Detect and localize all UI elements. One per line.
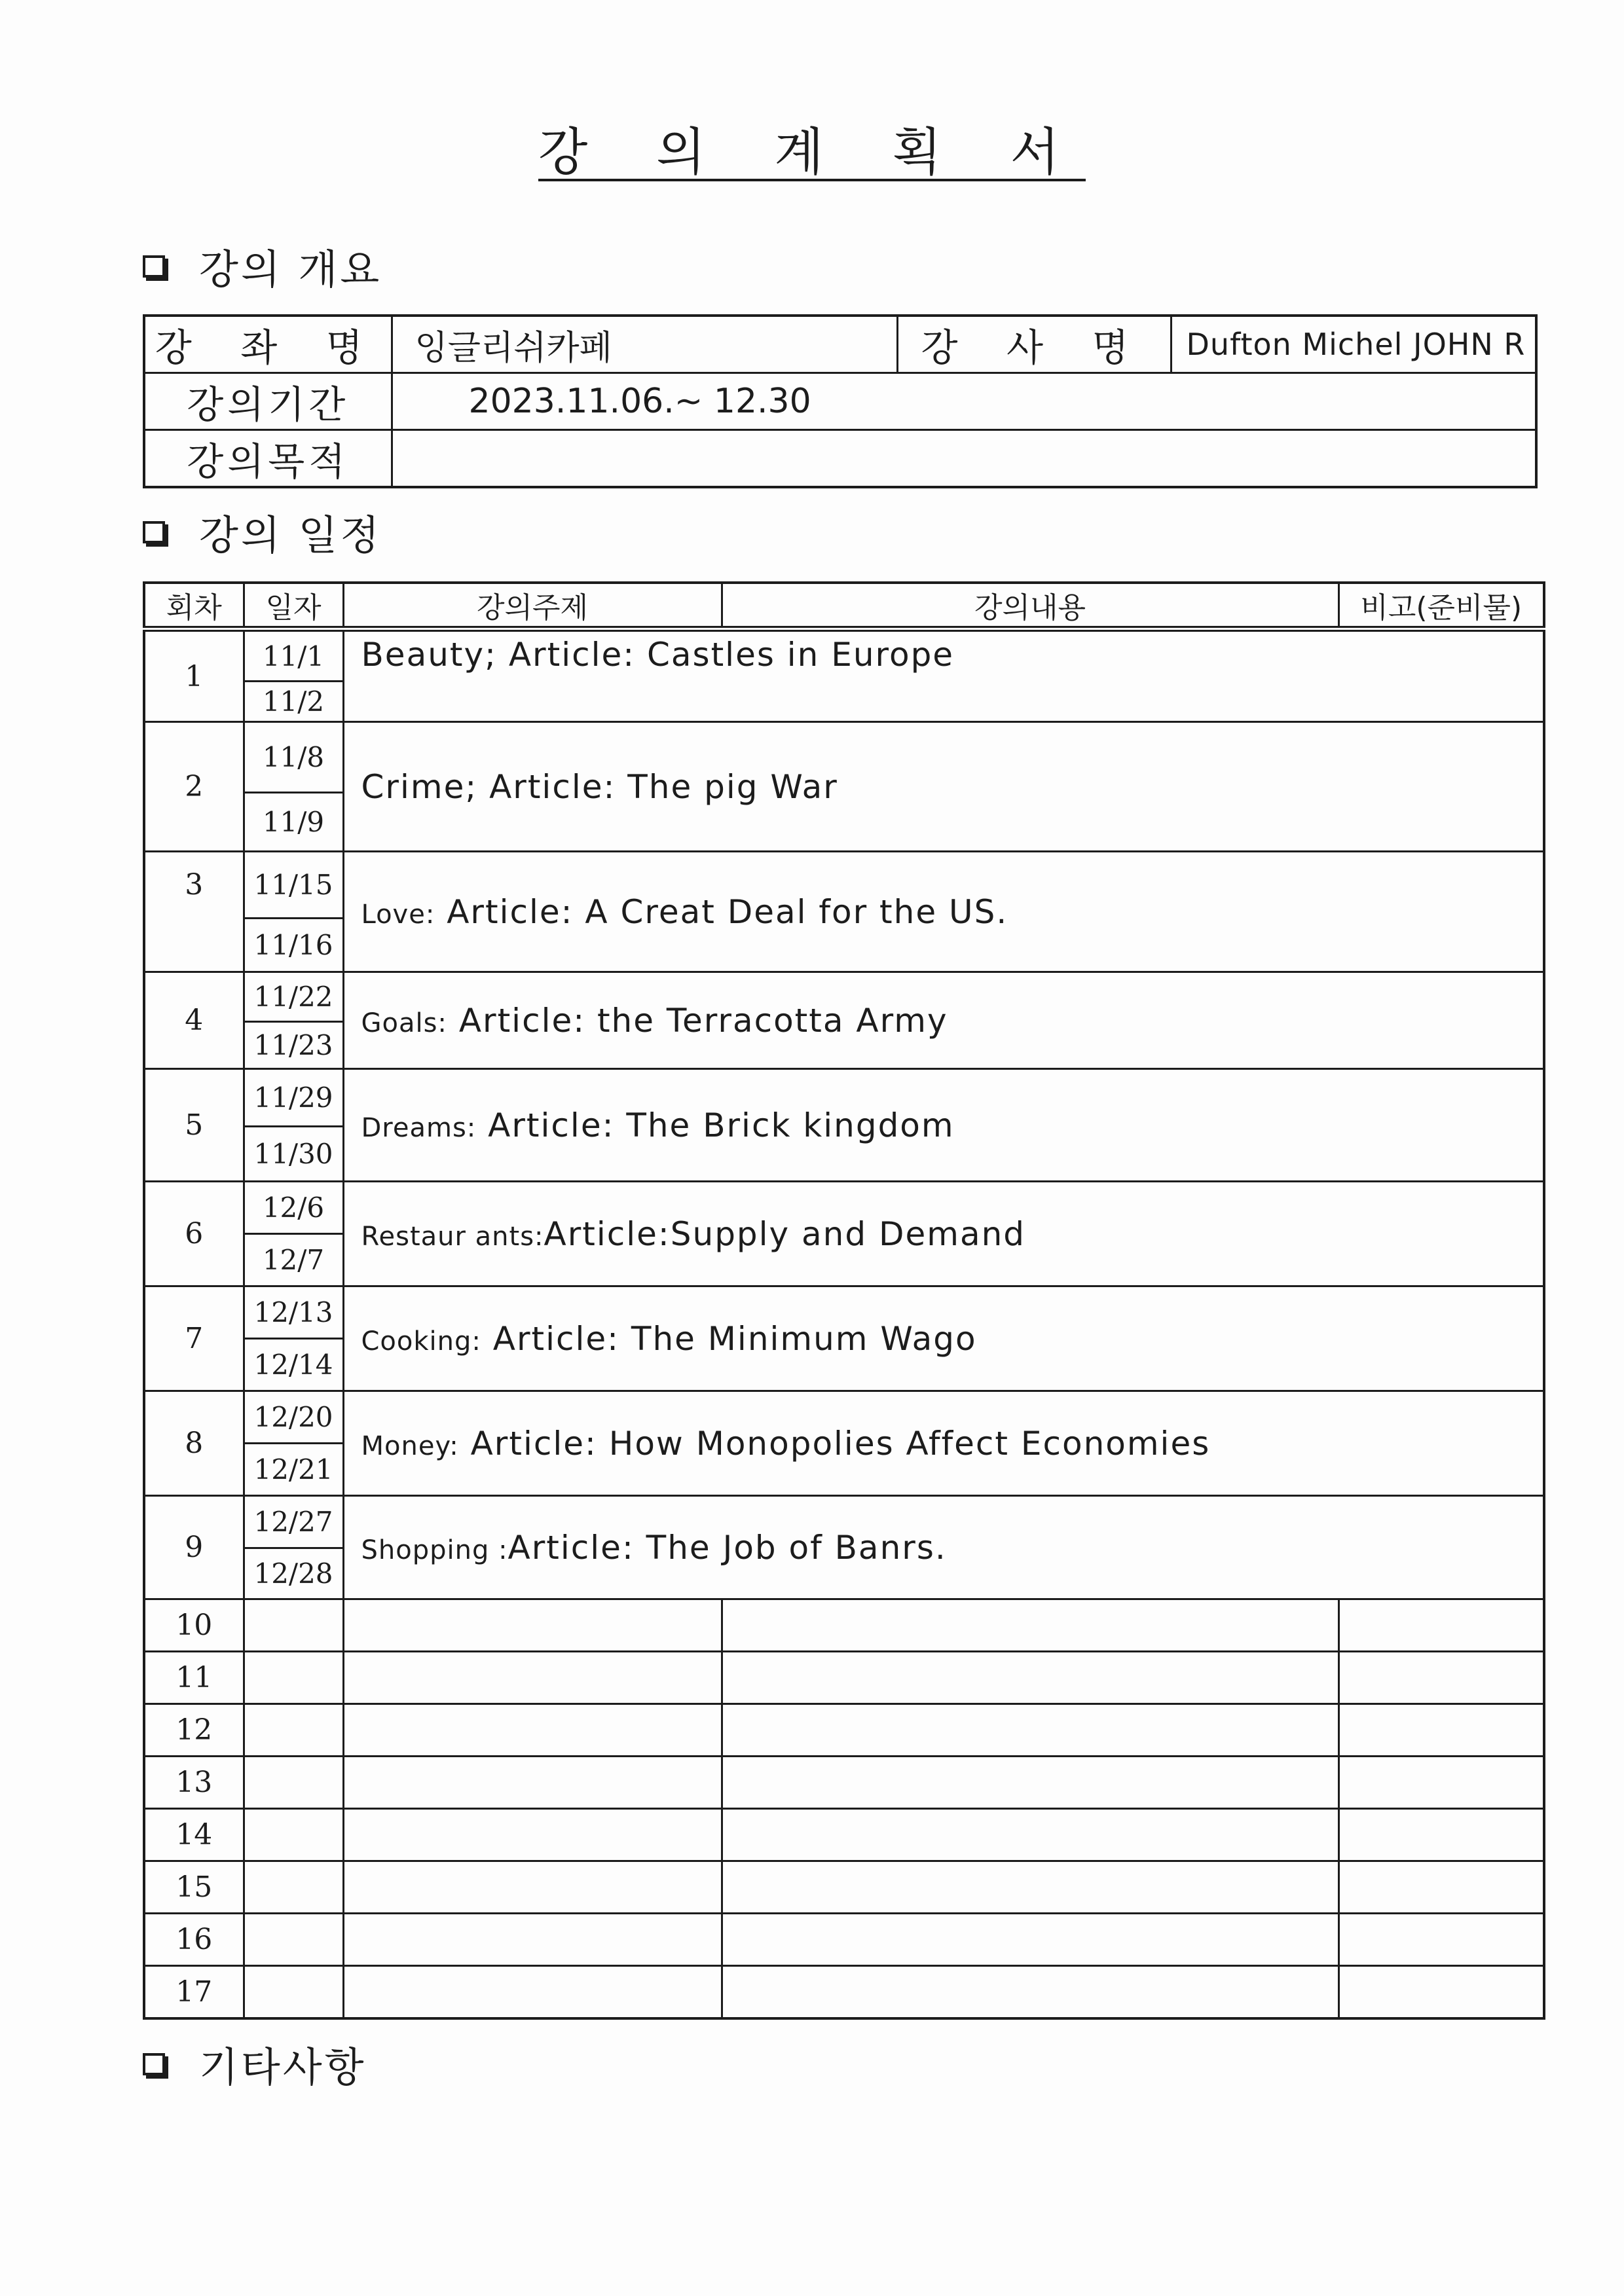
table-row [144,1182,1544,1234]
table-row [144,1599,1544,1652]
table-row [144,629,1544,682]
topic-category: Cooking: [361,1326,481,1357]
session-topic [343,972,1544,1069]
table-row [144,1069,1544,1127]
table-row [144,1757,1544,1809]
header-content: 강의내용 [722,583,1338,629]
header-notes: 비고(준비물) [1338,583,1544,629]
session-date: 12/20 [244,1391,343,1444]
topic-article: Article: The Brick kingdom [476,1106,955,1144]
session-number: 9 [144,1496,244,1599]
checkbox-icon [143,2053,165,2075]
header-session: 회차 [144,583,244,629]
session-number: 6 [144,1182,244,1286]
period-value: 2023.11.06.~ 12.30 [392,373,1536,430]
section-overview-label: 강의 개요 [199,246,382,293]
table-row [144,1809,1544,1861]
checkbox-icon [143,255,165,278]
purpose-label: 강의목적 [144,430,392,488]
empty-cell [343,1966,722,2018]
session-number: 5 [144,1069,244,1182]
empty-cell [244,1914,343,1966]
empty-cell [244,1704,343,1757]
table-row [144,1914,1544,1966]
empty-cell [722,1757,1338,1809]
session-number: 10 [144,1599,244,1652]
session-date: 11/30 [244,1127,343,1182]
topic-article: Article: How Monopolies Affect Economies [458,1424,1211,1463]
session-date: 12/6 [244,1182,343,1234]
session-topic [343,722,1544,852]
session-date: 11/2 [244,682,343,722]
table-row [144,722,1544,793]
empty-cell [1338,1966,1544,2018]
purpose-value [392,430,1536,488]
empty-cell [343,1757,722,1809]
session-number: 8 [144,1391,244,1496]
session-date: 12/27 [244,1496,343,1548]
topic-article: Article: The Minimum Wago [481,1319,977,1358]
session-date: 12/28 [244,1548,343,1599]
session-date: 11/22 [244,972,343,1022]
table-row [144,1704,1544,1757]
empty-cell [722,1809,1338,1861]
empty-cell [244,1966,343,2018]
empty-cell [343,1652,722,1704]
section-schedule-label: 강의 일정 [199,511,382,559]
section-overview-heading [143,237,382,295]
empty-cell [343,1809,722,1861]
topic-category: Goals: [361,1008,447,1038]
session-number: 4 [144,972,244,1069]
empty-cell [343,1599,722,1652]
session-date: 11/29 [244,1069,343,1127]
topic-category: Dreams: [361,1112,477,1143]
session-number: 11 [144,1652,244,1704]
session-number: 15 [144,1861,244,1914]
session-date: 11/23 [244,1022,343,1069]
topic-article: Article: The Job of Banrs. [507,1528,947,1567]
section-etc-label: 기타사항 [199,2043,367,2091]
session-topic [343,1496,1544,1599]
table-row [144,1496,1544,1548]
empty-cell [343,1704,722,1757]
overview-table [143,314,1538,488]
session-topic [343,852,1544,972]
period-label: 강의기간 [144,373,392,430]
empty-cell [722,1914,1338,1966]
checkbox-icon [143,521,165,543]
schedule-header-row [144,583,1544,629]
session-number: 16 [144,1914,244,1966]
topic-category: Love: [361,899,435,930]
session-topic [343,1069,1544,1182]
empty-cell [244,1599,343,1652]
topic-article: Crime; Article: The pig War [361,767,838,806]
empty-cell [1338,1652,1544,1704]
empty-cell [244,1809,343,1861]
empty-cell [343,1861,722,1914]
session-date: 11/9 [244,793,343,852]
empty-cell [722,1966,1338,2018]
table-row [144,852,1544,919]
empty-cell [1338,1599,1544,1652]
session-number: 7 [144,1286,244,1391]
session-date: 11/8 [244,722,343,793]
schedule-table [143,581,1545,2020]
session-number: 3 [144,852,244,972]
session-date: 12/14 [244,1339,343,1391]
session-number: 14 [144,1809,244,1861]
empty-cell [244,1652,343,1704]
session-number: 1 [144,629,244,722]
table-row [144,1861,1544,1914]
topic-category: Shopping : [361,1535,508,1565]
empty-cell [1338,1914,1544,1966]
section-schedule-heading [143,503,382,561]
header-date: 일자 [244,583,343,629]
session-number: 2 [144,722,244,852]
empty-cell [244,1861,343,1914]
session-number: 13 [144,1757,244,1809]
empty-cell [244,1757,343,1809]
empty-cell [343,1914,722,1966]
page-title: 강 의 계 획 서 [538,123,1086,182]
empty-cell [1338,1861,1544,1914]
table-row [144,1286,1544,1339]
session-date: 12/13 [244,1286,343,1339]
table-row [144,972,1544,1022]
session-topic [343,1391,1544,1496]
section-etc-heading [143,2035,367,2093]
empty-cell [1338,1757,1544,1809]
table-row [144,1966,1544,2018]
session-date: 11/16 [244,919,343,972]
empty-cell [1338,1809,1544,1861]
empty-cell [1338,1704,1544,1757]
topic-article: Article: A Creat Deal for the US. [435,892,1008,931]
course-name-value: 잉글리쉬카페 [392,316,897,373]
course-name-label: 강 좌 명 [144,316,392,373]
session-topic [343,1182,1544,1286]
table-row [144,1652,1544,1704]
empty-cell [722,1861,1338,1914]
topic-article: Article: the Terracotta Army [447,1001,948,1040]
session-date: 11/1 [244,629,343,682]
topic-category: Restaur ants: [361,1221,544,1252]
lecturer-name-value: Dufton Michel JOHN R [1171,316,1536,373]
empty-cell [722,1704,1338,1757]
empty-cell [722,1599,1338,1652]
header-topic: 강의주제 [343,583,722,629]
lecturer-name-label: 강 사 명 [897,316,1171,373]
session-number: 12 [144,1704,244,1757]
session-topic [343,629,1544,722]
session-date: 12/7 [244,1234,343,1286]
session-date: 12/21 [244,1444,343,1496]
topic-category: Money: [361,1430,459,1461]
topic-article: Beauty; Article: Castles in Europe [361,636,955,674]
topic-article: Article:Supply and Demand [544,1214,1026,1253]
table-row [144,1391,1544,1444]
session-topic [343,1286,1544,1391]
session-date: 11/15 [244,852,343,919]
empty-cell [722,1652,1338,1704]
session-number: 17 [144,1966,244,2018]
